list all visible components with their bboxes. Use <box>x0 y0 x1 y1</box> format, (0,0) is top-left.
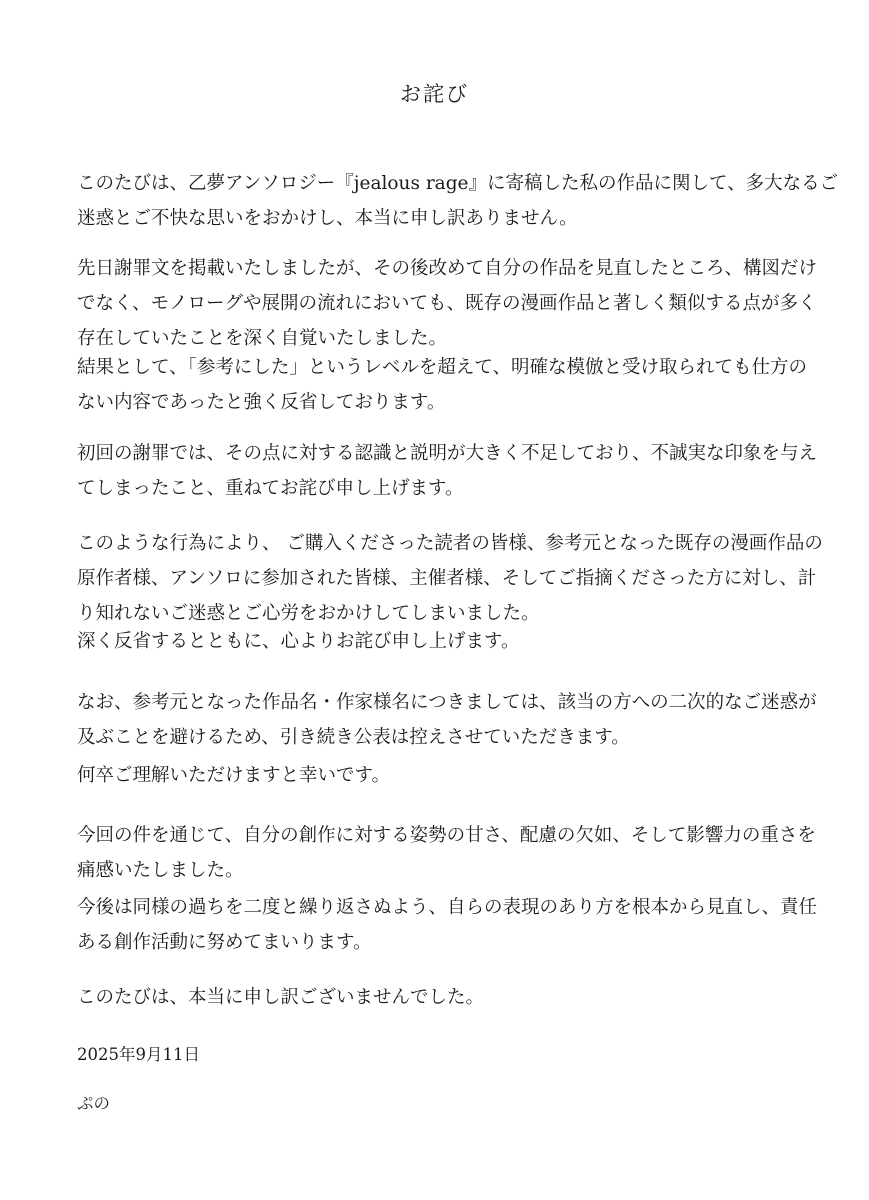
paragraph-line: 今回の件を通じて、自分の創作に対する姿勢の甘さ、配慮の欠如、そして影響力の重さを <box>77 825 816 846</box>
paragraph-line: このたびは、本当に申し訳ございませんでした。 <box>77 987 485 1008</box>
paragraph-line: り知れないご迷惑とご心労をおかけしてしまいました。 <box>77 603 540 624</box>
paragraph-line: 結果として、「参考にした」というレベルを超えて、明確な模倣と受け取られても仕方の <box>77 357 808 378</box>
paragraph-8 <box>77 758 797 793</box>
paragraph-line: 原作者様、アンソロに参加された皆様、主催者様、そしてご指摘くださった方に対し、計 <box>77 568 817 589</box>
paragraph-line: このたびは、乙夢アンソロジー『jealous rage』に寄稿した私の作品に関して、多大なるご <box>77 173 839 194</box>
paragraph-2 <box>77 251 818 356</box>
document-title: お詫び <box>400 82 469 106</box>
paragraph-line: 深く反省するとともに、心よりお詫び申し上げます。 <box>77 631 520 652</box>
paragraph-line: 今後は同様の過ちを二度と繰り返さぬよう、自らの表現のあり方を根本から見直し、責任 <box>77 897 818 918</box>
paragraph-1 <box>77 166 839 236</box>
paragraph-line: 存在していたことを深く自覚いたしました。 <box>77 328 448 349</box>
paragraph-10 <box>77 890 818 960</box>
paragraph-4 <box>77 436 818 506</box>
paragraph-line: 迷惑とご不快な思いをおかけし、本当に申し訳ありません。 <box>77 208 578 229</box>
paragraph-line: てしまったこと、重ねてお詫び申し上げます。 <box>77 478 464 499</box>
paragraph-line: 先日謝罪文を掲載いたしましたが、その後改めて自分の作品を見直したところ、構図だけ <box>77 258 818 279</box>
paragraph-3 <box>77 350 808 420</box>
paragraph-line: なお、参考元となった作品名・作家様名につきましては、該当の方への二次的なご迷惑が <box>77 692 817 713</box>
document-date: 2025年9月11日 <box>77 1045 200 1064</box>
paragraph-line: 初回の謝罪では、その点に対する認識と説明が大きく不足しており、不誠実な印象を与え <box>77 443 818 464</box>
paragraph-5 <box>77 526 823 631</box>
paragraph-line: ない内容であったと強く反省しております。 <box>77 392 446 413</box>
paragraph-7 <box>77 685 817 755</box>
paragraph-11 <box>77 980 797 1015</box>
paragraph-line: 痛感いたしました。 <box>77 860 244 881</box>
paragraph-line: でなく、モノローグや展開の流れにおいても、既存の漫画作品と著しく類似する点が多く <box>77 293 817 314</box>
paragraph-line: 何卒ご理解いただけますと幸いです。 <box>77 765 391 786</box>
paragraph-line: ある創作活動に努めてまいります。 <box>77 932 372 953</box>
paragraph-line: このような行為により、 ご購入くださった読者の皆様、参考元となった既存の漫画作品の <box>77 533 823 554</box>
paragraph-9 <box>77 818 816 888</box>
document-signature: ぷの <box>77 1094 110 1113</box>
paragraph-6 <box>77 624 797 659</box>
paragraph-line: 及ぶことを避けるため、引き続き公表は控えさせていただきます。 <box>77 727 630 748</box>
